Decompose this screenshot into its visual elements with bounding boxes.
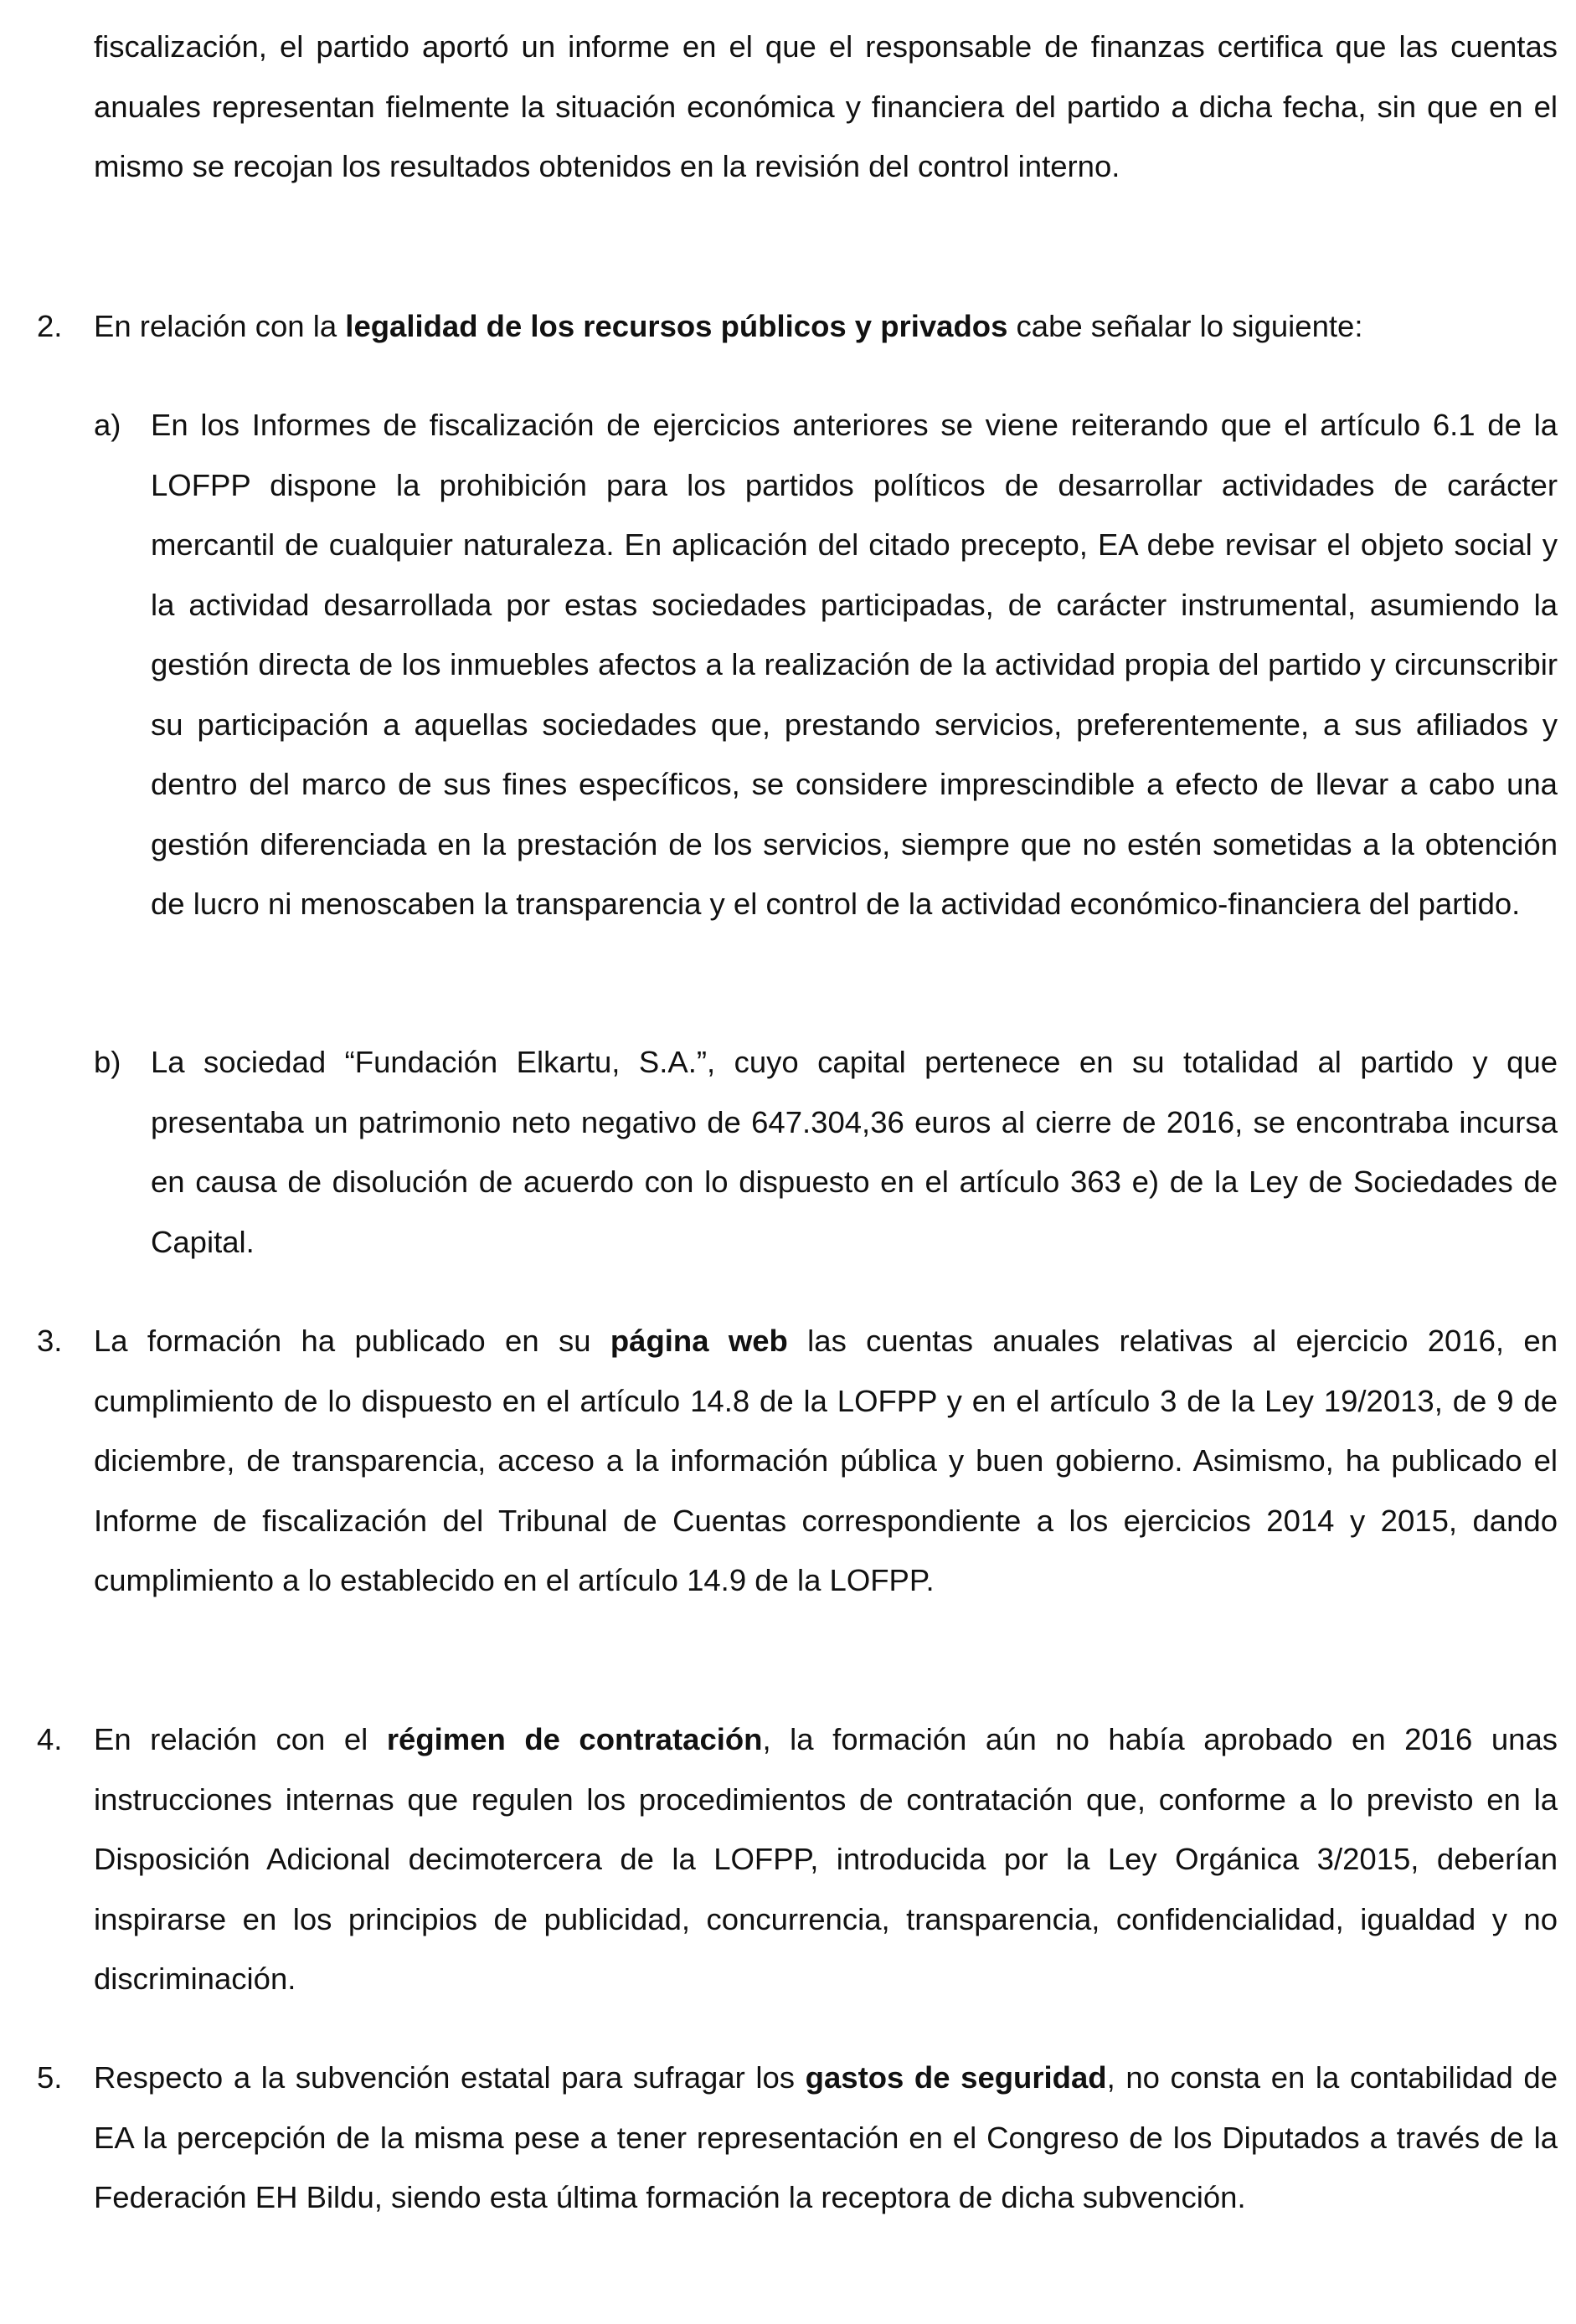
item-2-number: 2. xyxy=(37,309,63,343)
item-2-text-before: En relación con la xyxy=(94,309,346,343)
item-4-text-before: En relación con el xyxy=(94,1722,387,1756)
item-4-paragraph xyxy=(94,1710,1558,2009)
item-3-number: 3. xyxy=(37,1324,63,1358)
item-2-text-after: cabe señalar lo siguiente: xyxy=(1007,309,1363,343)
item-2b-text: La sociedad “Fundación Elkartu, S.A.”, cuyo capital pertenece en su totalidad al partido y que presentaba un patrimonio neto negativo de 647.304,36 euros al cierre de 2016, se encontraba incursa en causa de disolución de acuerdo con lo dispuesto en el artículo 363 e) de la Ley de Sociedades de Capital. xyxy=(151,1045,1558,1259)
item-4-bold-term: régimen de contratación xyxy=(386,1722,763,1756)
item-3-text-after: las cuentas anuales relativas al ejercicio 2016, en cumplimiento de lo dispuesto en el artículo 14.8 de la LOFPP y en el artículo 3 de la Ley 19/2013, de 9 de diciembre, de transparencia, acceso a la información pública y buen gobierno. Asimismo, ha publicado el Informe de fiscalización del Tribunal de Cuentas correspondiente a los ejercicios 2014 y 2015, dando cumplimiento a lo establecido en el artículo 14.9 de la LOFPP. xyxy=(94,1324,1558,1597)
item-5-bold-term: gastos de seguridad xyxy=(805,2060,1107,2095)
item-2-paragraph xyxy=(94,296,1568,357)
intro-text: fiscalización, el partido aportó un informe en el que el responsable de finanzas certifica que las cuentas anuales representan fielmente la situación económica y financiera del partido a dicha fecha, sin que en el mismo se recojan los resultados obtenidos en la revisión del control interno. xyxy=(94,29,1558,183)
item-4-text-after: , la formación aún no había aprobado en 2016 unas instrucciones internas que regulen los procedimientos de contratación que, conforme a lo previsto en la Disposición Adicional decimotercera de la LOFPP, introducida por la Ley Orgánica 3/2015, deberían inspirarse en los principios de publicidad, concurrencia, transparencia, confidencialidad, igualdad y no discriminación. xyxy=(94,1722,1558,1996)
item-3-paragraph xyxy=(94,1311,1558,1611)
item-2-bold-term: legalidad de los recursos públicos y privados xyxy=(345,309,1008,343)
item-2a-letter: a) xyxy=(94,408,121,442)
item-2a-paragraph xyxy=(151,395,1558,934)
item-3-text-before: La formación ha publicado en su xyxy=(94,1324,610,1358)
item-2a-text: En los Informes de fiscalización de ejercicios anteriores se viene reiterando que el artículo 6.1 de la LOFPP dispone la prohibición para los partidos políticos de desarrollar actividades de carácter mercantil de cualquier naturaleza. En aplicación del citado precepto, EA debe revisar el objeto social y la actividad desarrollada por estas sociedades participadas, de carácter instrumental, asumiendo la gestión directa de los inmuebles afectos a la realización de la actividad propia del partido y circunscribir su participación a aquellas sociedades que, prestando servicios, preferentemente, a sus afiliados y dentro del marco de sus fines específicos, se considere imprescindible a efecto de llevar a cabo una gestión diferenciada en la prestación de los servicios, siempre que no estén sometidas a la obtención de lucro ni menoscaben la transparencia y el control de la actividad económico-financiera del partido. xyxy=(151,408,1558,921)
intro-paragraph xyxy=(94,17,1558,197)
item-2b-paragraph xyxy=(151,1032,1558,1272)
item-3-bold-term: página web xyxy=(610,1324,788,1358)
item-5-text-after: , no consta en la contabilidad de EA la percepción de la misma pese a tener representación en el Congreso de los Diputados a través de la Federación EH Bildu, siendo esta última formación la receptora de dicha subvención. xyxy=(94,2060,1558,2214)
item-4-number: 4. xyxy=(37,1722,63,1756)
item-5-number: 5. xyxy=(37,2060,63,2095)
item-5-text-before: Respecto a la subvención estatal para sufragar los xyxy=(94,2060,806,2095)
item-5-paragraph xyxy=(94,2048,1558,2228)
item-2b-letter: b) xyxy=(94,1045,121,1079)
